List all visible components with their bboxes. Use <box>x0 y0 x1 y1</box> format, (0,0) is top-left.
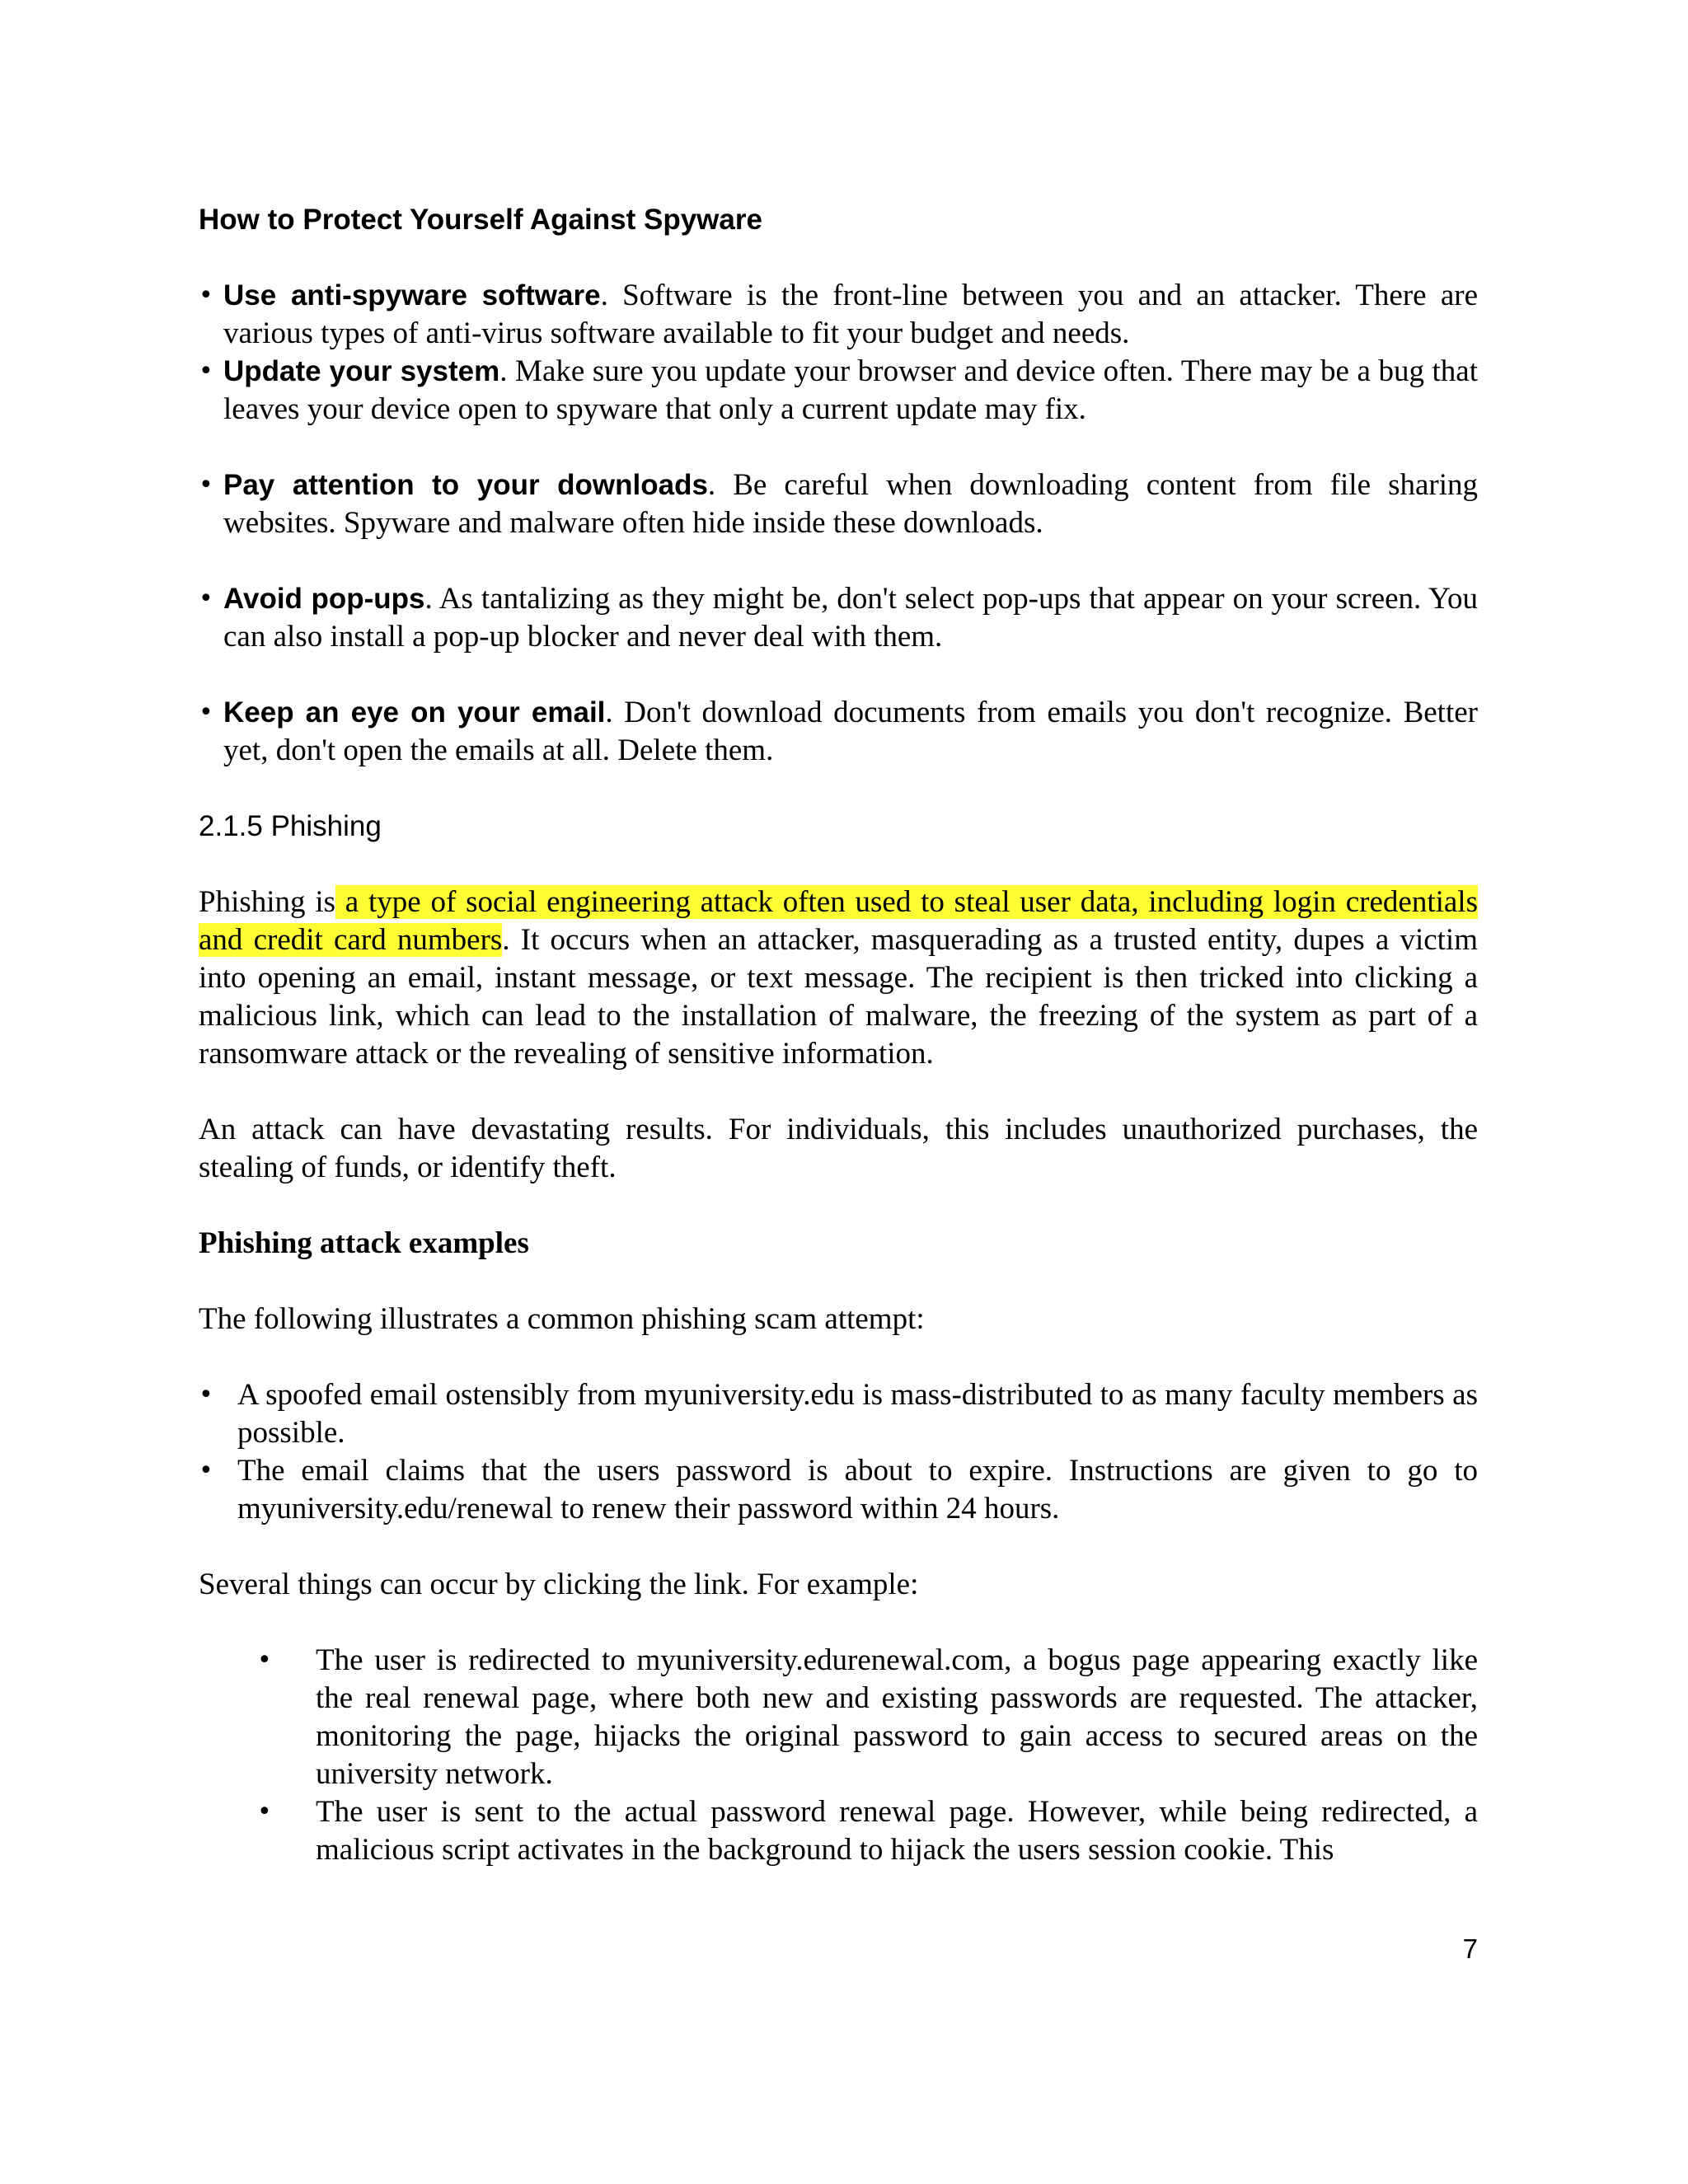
phishing-intro-after: . It occurs when an attacker, masquerading as a trusted entity, dupes a victim into opening an email, instant message, or text message. The recipient is then tricked into clicking a malicious link, which can lead to the installation of malware, the freezing of the system as part of a ransomware attack or the revealing of sensitive information. <box>199 923 1478 1071</box>
tip-lead: Pay attention to your downloads <box>223 469 708 501</box>
bullet-icon: • <box>199 1380 213 1409</box>
page-content <box>199 183 1478 1869</box>
bullet-icon: • <box>199 281 213 310</box>
tip-text: . Be careful when downloading content from file sharing websites. Spyware and malware often hide inside these downloads. <box>223 468 1479 540</box>
phishing-intro-paragraph <box>199 883 1478 1073</box>
page-number: 7 <box>1462 1933 1478 1964</box>
tip-text: . Make sure you update your browser and device often. There may be a bug that leaves your device open to spyware that only a current update may fix. <box>223 354 1478 426</box>
examples-intro: The following illustrates a common phishing scam attempt: <box>199 1302 925 1336</box>
outcome-text: The user is sent to the actual password renewal page. However, while being redirected, a malicious script activates in the background to hijack the users session cookie. This <box>316 1795 1478 1867</box>
scam-step-text: The email claims that the users password is about to expire. Instructions are given to go to myuniversity.edu/renewal to renew their password within 24 hours. <box>237 1454 1478 1526</box>
spyware-tips-list <box>199 277 1478 770</box>
highlighted-definition: a type of social engineering attack often used to steal user data, including login credentials and credit card numbers <box>199 885 1478 957</box>
bullet-icon: • <box>257 1646 272 1675</box>
tip-lead: Use anti-spyware software <box>223 279 601 312</box>
list-item <box>257 1793 1478 1869</box>
list-item <box>199 580 1478 656</box>
list-item <box>257 1642 1478 1793</box>
bullet-icon: • <box>257 1797 272 1826</box>
list-item <box>199 277 1478 353</box>
section-heading: How to Protect Yourself Against Spyware <box>199 204 762 236</box>
bullet-icon: • <box>199 471 213 499</box>
bullet-icon: • <box>199 1456 213 1485</box>
phishing-intro-before: Phishing is <box>199 885 335 919</box>
outcomes-intro: Several things can occur by clicking the link. For example: <box>199 1568 919 1601</box>
list-item <box>199 353 1478 429</box>
bullet-icon: • <box>199 357 213 386</box>
scam-step-text: A spoofed email ostensibly from myuniversity.edu is mass-distributed to as many faculty members as possible. <box>237 1378 1478 1450</box>
tip-text: . Don't download documents from emails you don't recognize. Better yet, don't open the emails at all. Delete them. <box>223 696 1478 767</box>
outcomes-list <box>257 1642 1478 1869</box>
list-item <box>199 466 1478 542</box>
tip-text: . As tantalizing as they might be, don't select pop-ups that appear on your screen. You can also install a pop-up blocker and never deal with them. <box>223 582 1478 654</box>
tip-lead: Update your system <box>223 355 500 387</box>
bullet-icon: • <box>199 584 213 613</box>
outcome-text: The user is redirected to myuniversity.edurenewal.com, a bogus page appearing exactly like the real renewal page, where both new and existing passwords are requested. The attacker, monitoring the page, hijacks the original password to gain access to secured areas on the university network. <box>316 1643 1478 1791</box>
list-item <box>199 1452 1478 1528</box>
bullet-icon: • <box>199 698 213 727</box>
tip-lead: Avoid pop-ups <box>223 583 425 615</box>
list-item <box>199 1376 1478 1452</box>
examples-heading: Phishing attack examples <box>199 1226 529 1260</box>
tip-lead: Keep an eye on your email <box>223 696 606 729</box>
list-item <box>199 694 1478 770</box>
attack-paragraph: An attack can have devastating results. For individuals, this includes unauthorized purchases, the stealing of funds, or identify theft. <box>199 1113 1478 1184</box>
subsection-title: 2.1.5 Phishing <box>199 810 382 842</box>
tip-text: . Software is the front-line between you and an attacker. There are various types of anti-virus software available to fit your budget and needs. <box>223 279 1478 350</box>
scam-steps-list <box>199 1376 1478 1528</box>
